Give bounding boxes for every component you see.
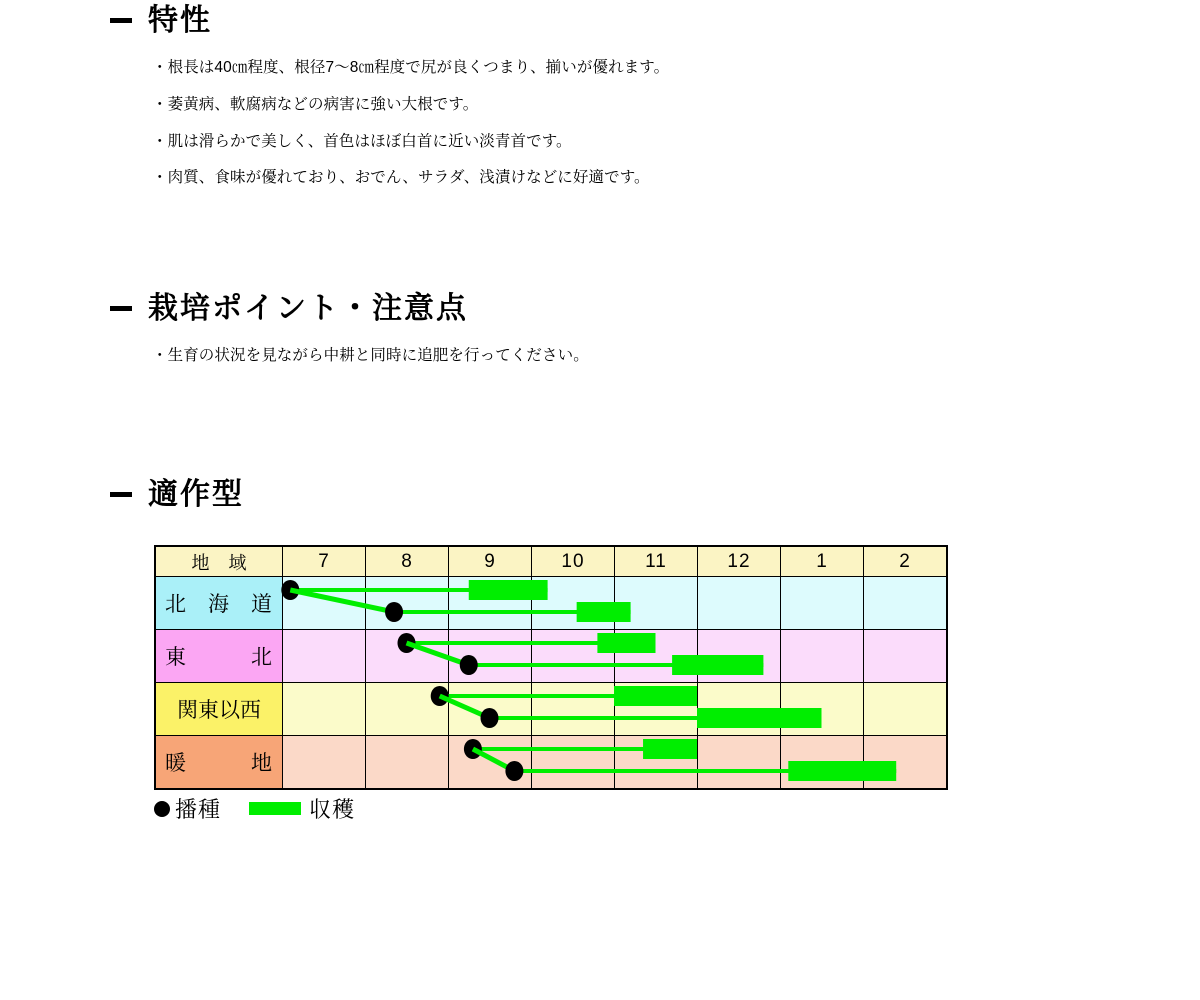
region-label-char: 道 bbox=[251, 593, 273, 616]
row-header-region bbox=[155, 736, 283, 790]
schedule-cell-関東以西-12 bbox=[698, 683, 781, 736]
section-cultivation-points bbox=[0, 292, 1200, 384]
list-item: ・肉質、食味が優れており、おでん、サラダ、浅漬けなどに好適です。 bbox=[152, 169, 650, 187]
legend-label-harvest: 収穫 bbox=[309, 797, 356, 822]
schedule-cell-関東以西-7 bbox=[283, 683, 366, 736]
column-header-month-2: 2 bbox=[864, 546, 948, 577]
column-header-month-8: 8 bbox=[366, 546, 449, 577]
table-row bbox=[155, 630, 947, 683]
section-suitable-cropping-header bbox=[0, 478, 1200, 511]
schedule-cell-北海道-2 bbox=[864, 577, 948, 630]
table-row bbox=[155, 683, 947, 736]
column-header-month-11: 11 bbox=[615, 546, 698, 577]
dash-icon bbox=[110, 306, 132, 311]
table-row bbox=[155, 736, 947, 790]
characteristics-bullet-list bbox=[0, 59, 1200, 187]
column-header-month-7: 7 bbox=[283, 546, 366, 577]
schedule-cell-東北-11 bbox=[615, 630, 698, 683]
list-item: ・生育の状況を見ながら中耕と同時に追肥を行ってください。 bbox=[152, 347, 589, 364]
schedule-cell-暖地-8 bbox=[366, 736, 449, 790]
schedule-cell-関東以西-8 bbox=[366, 683, 449, 736]
region-label-char: 暖 bbox=[165, 752, 187, 775]
section-characteristics bbox=[0, 4, 1200, 206]
schedule-cell-東北-10 bbox=[532, 630, 615, 683]
row-header-region bbox=[155, 630, 283, 683]
schedule-cell-東北-8 bbox=[366, 630, 449, 683]
cultivation-bullet-list bbox=[0, 347, 1200, 365]
section-cultivation-points-header bbox=[0, 292, 1200, 325]
schedule-cell-北海道-1 bbox=[781, 577, 864, 630]
schedule-cell-関東以西-10 bbox=[532, 683, 615, 736]
region-label-text: 関東以西 bbox=[177, 699, 261, 722]
schedule-cell-東北-12 bbox=[698, 630, 781, 683]
schedule-cell-関東以西-2 bbox=[864, 683, 948, 736]
schedule-cell-関東以西-9 bbox=[449, 683, 532, 736]
dash-icon bbox=[110, 492, 132, 497]
column-header-region: 地 域 bbox=[155, 546, 283, 577]
schedule-cell-暖地-2 bbox=[864, 736, 948, 790]
sowing-dot-icon bbox=[154, 801, 170, 817]
table-row bbox=[155, 577, 947, 630]
region-label-char: 東 bbox=[165, 646, 187, 669]
schedule-cell-暖地-7 bbox=[283, 736, 366, 790]
schedule-cell-東北-7 bbox=[283, 630, 366, 683]
schedule-cell-暖地-9 bbox=[449, 736, 532, 790]
region-label-char: 北 bbox=[251, 646, 273, 669]
section-characteristics-header bbox=[0, 4, 1200, 37]
table-body bbox=[155, 577, 947, 790]
cropping-calendar bbox=[154, 545, 948, 790]
schedule-cell-北海道-9 bbox=[449, 577, 532, 630]
schedule-cell-暖地-10 bbox=[532, 736, 615, 790]
section-title: 適作型 bbox=[148, 478, 244, 511]
schedule-cell-北海道-8 bbox=[366, 577, 449, 630]
schedule-cell-関東以西-1 bbox=[781, 683, 864, 736]
schedule-cell-北海道-10 bbox=[532, 577, 615, 630]
schedule-cell-北海道-11 bbox=[615, 577, 698, 630]
region-label-text bbox=[156, 641, 282, 671]
row-header-region bbox=[155, 683, 283, 736]
chart-legend bbox=[154, 793, 355, 824]
region-label-text bbox=[156, 747, 282, 777]
table-header-row bbox=[155, 546, 947, 577]
schedule-cell-北海道-12 bbox=[698, 577, 781, 630]
column-header-month-9: 9 bbox=[449, 546, 532, 577]
harvest-bar-icon bbox=[249, 802, 301, 815]
schedule-cell-暖地-12 bbox=[698, 736, 781, 790]
schedule-cell-東北-9 bbox=[449, 630, 532, 683]
column-header-month-1: 1 bbox=[781, 546, 864, 577]
legend-label-sowing: 播種 bbox=[175, 797, 222, 822]
column-header-month-12: 12 bbox=[698, 546, 781, 577]
region-label-char: 北 bbox=[165, 593, 187, 616]
schedule-cell-東北-1 bbox=[781, 630, 864, 683]
section-title: 特性 bbox=[148, 4, 212, 37]
cropping-calendar-table bbox=[154, 545, 948, 790]
list-item: ・萎黄病、軟腐病などの病害に強い大根です。 bbox=[152, 95, 479, 113]
list-item: ・根長は40㎝程度、根径7〜8㎝程度で尻が良くつまり、揃いが優れます。 bbox=[152, 59, 670, 76]
section-suitable-cropping bbox=[0, 478, 1200, 511]
column-header-month-10: 10 bbox=[532, 546, 615, 577]
row-header-region bbox=[155, 577, 283, 630]
schedule-cell-暖地-11 bbox=[615, 736, 698, 790]
list-item: ・肌は滑らかで美しく、首色はほぼ白首に近い淡青首です。 bbox=[152, 132, 572, 150]
schedule-cell-暖地-1 bbox=[781, 736, 864, 790]
region-label-char: 地 bbox=[251, 752, 273, 775]
schedule-cell-関東以西-11 bbox=[615, 683, 698, 736]
schedule-cell-北海道-7 bbox=[283, 577, 366, 630]
dash-icon bbox=[110, 18, 132, 23]
schedule-cell-東北-2 bbox=[864, 630, 948, 683]
region-label-char: 海 bbox=[208, 593, 230, 616]
region-label-text bbox=[156, 588, 282, 618]
section-title: 栽培ポイント・注意点 bbox=[148, 292, 468, 325]
